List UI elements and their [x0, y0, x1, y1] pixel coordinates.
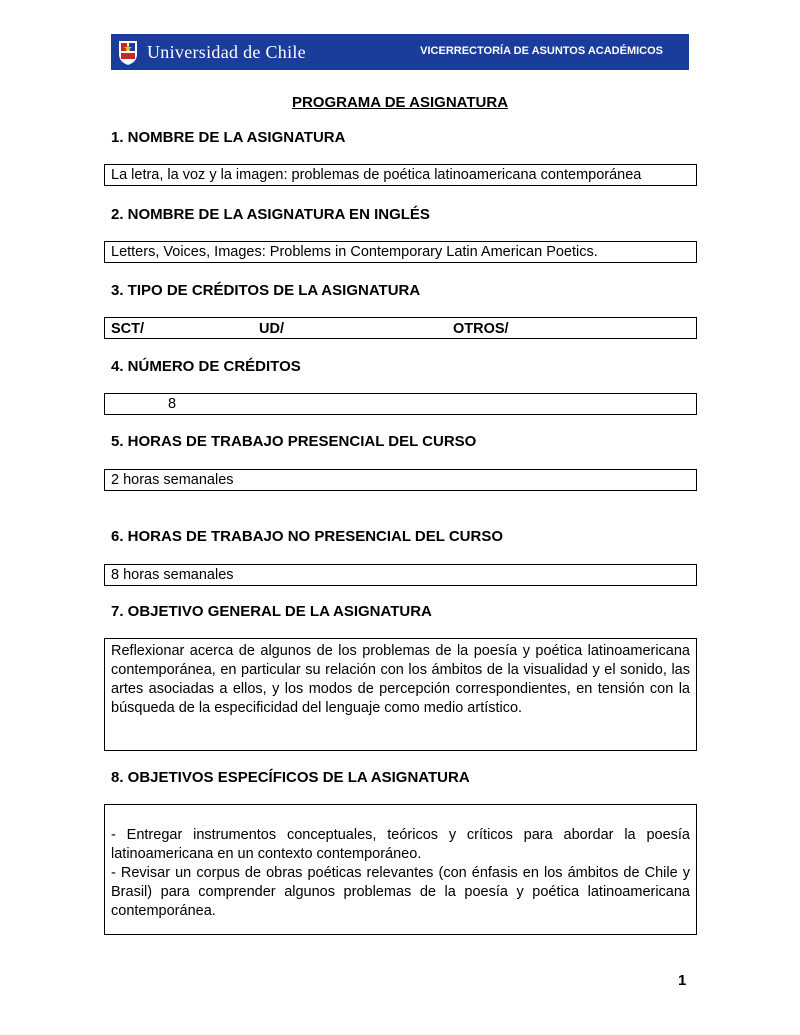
remote-hours-box: [104, 564, 697, 586]
course-name-box: [104, 164, 697, 186]
section-6-heading: 6. HORAS DE TRABAJO NO PRESENCIAL DEL CURSO: [111, 528, 503, 545]
department-name: VICERRECTORÍA DE ASUNTOS ACADÉMICOS: [420, 45, 663, 57]
section-8-heading: 8. OBJETIVOS ESPECÍFICOS DE LA ASIGNATURA: [111, 769, 470, 786]
course-name-english-box: [104, 241, 697, 263]
course-name-english-value: Letters, Voices, Images: Problems in Contemporary Latin American Poetics.: [111, 244, 598, 260]
specific-objectives-box: [104, 804, 697, 935]
header-banner: [111, 34, 689, 70]
credit-type-ud: UD/: [259, 321, 284, 337]
in-person-hours-value: 2 horas semanales: [111, 472, 234, 488]
page-title: [0, 94, 800, 111]
university-shield-icon: [117, 38, 139, 66]
general-objective-box: [104, 638, 697, 751]
credits-number-box: [104, 393, 697, 415]
credits-number-value: 8: [168, 396, 177, 412]
page-title-text: PROGRAMA DE ASIGNATURA: [291, 94, 509, 111]
general-objective-text: Reflexionar acerca de algunos de los problemas de la poesía y poética latinoamericana contemporánea, en particular su relación con los ámbitos de la visualidad y el sonido, las artes asociadas a ellos, y los modos de percepción correspondientes, en tensión con la búsqueda de la especificidad del lenguaje como medio artístico.: [111, 643, 690, 716]
section-4-heading: 4. NÚMERO DE CRÉDITOS: [111, 358, 301, 375]
remote-hours-value: 8 horas semanales: [111, 567, 234, 583]
in-person-hours-box: [104, 469, 697, 491]
credit-type-sct: SCT/: [111, 321, 145, 337]
page-number: 1: [678, 972, 687, 989]
university-name: Universidad de Chile: [147, 42, 306, 62]
section-7-heading: 7. OBJETIVO GENERAL DE LA ASIGNATURA: [111, 603, 432, 620]
course-name-value: La letra, la voz y la imagen: problemas de poética latinoamericana contemporánea: [111, 167, 642, 183]
credit-type-box: [104, 317, 697, 339]
specific-objective-item-2: - Revisar un corpus de obras poéticas relevantes (con énfasis en los ámbitos de Chile y Brasil) para comprender algunos problemas de la poesía y poética latinoamericana contemporánea.: [111, 865, 690, 919]
section-1-heading: 1. NOMBRE DE LA ASIGNATURA: [111, 129, 346, 146]
section-5-heading: 5. HORAS DE TRABAJO PRESENCIAL DEL CURSO: [111, 433, 477, 450]
credit-type-otros: OTROS/: [453, 321, 509, 337]
section-2-heading: 2. NOMBRE DE LA ASIGNATURA EN INGLÉS: [111, 206, 430, 223]
specific-objective-item-1: - Entregar instrumentos conceptuales, teóricos y críticos para abordar la poesía latinoamericana en un contexto contemporáneo.: [111, 827, 690, 862]
section-3-heading: 3. TIPO DE CRÉDITOS DE LA ASIGNATURA: [111, 282, 421, 299]
